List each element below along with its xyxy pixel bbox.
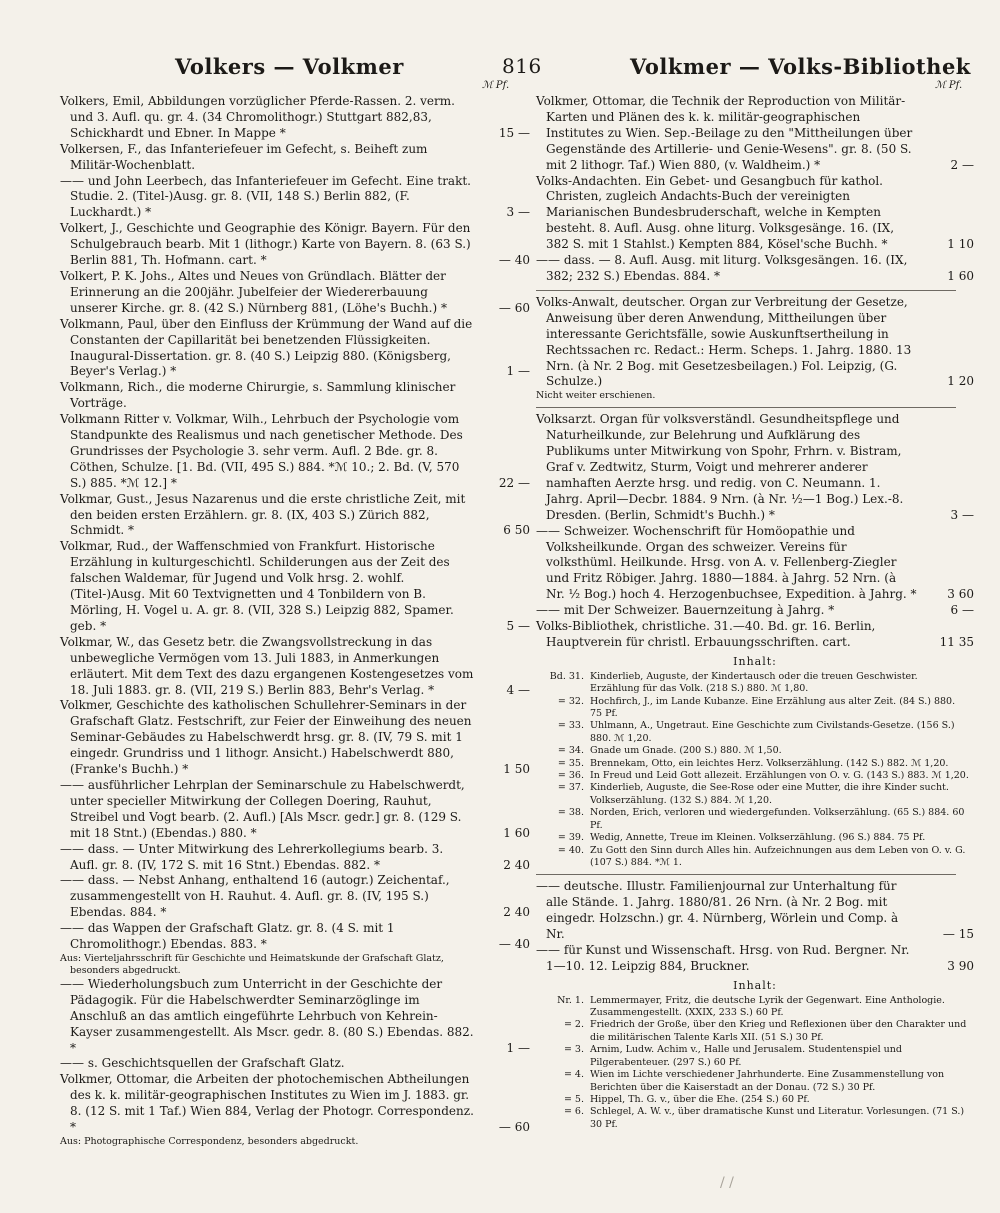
entry-price: 1 50 bbox=[503, 762, 530, 777]
entry-price: 5 — bbox=[506, 618, 530, 633]
volume-number: = 3. bbox=[563, 1044, 584, 1056]
divider bbox=[536, 290, 956, 291]
entry-price: 3 — bbox=[950, 507, 974, 522]
entry-text: Volkers, Emil, Abbildungen vorzüglicher Pferde-Rassen. 2. verm. und 3. Aufl. qu. gr. 4. (34 Chromolithogr.) Stuttgart 882,83, Schickhardt und Ebner. In Mappe * bbox=[60, 94, 455, 140]
divider bbox=[536, 407, 956, 408]
entry-text: Volkmer, Ottomar, die Technik der Reproduction von Militär-Karten und Plänen des k. k. militär-geographischen Institutes zu Wien. Sep.-Beilage zu den "Mittheilungen über Gegenstände des Artillerie- und Genie-Wesens". gr. 8. (50 S. mit 2 lithogr. Taf.) Wien 880, (v. Waldheim.) * bbox=[536, 94, 913, 172]
bibliography-entry bbox=[536, 619, 974, 651]
entry-text: Volkmann, Paul, über den Einfluss der Krümmung der Wand auf die Constanten der Capillarität bei benetzenden Flüssigkeiten. Inaugural-Dissertation. gr. 8. (40 S.) Leipzig 880. (Königsberg, Beyer's Verlag.) * bbox=[60, 316, 473, 379]
entry-text: Volkert, P. K. Johs., Altes und Neues von Gründlach. Blätter der Erinnerung an die 200jähr. Jubelfeier der Wiedererbauung unserer Kirche. gr. 8. (42 S.) Nürnberg 881, (Löhe's Buchh.) * bbox=[60, 268, 447, 315]
bibliography-entry bbox=[60, 412, 530, 492]
running-head-left: Volkers — Volkmer bbox=[175, 54, 404, 79]
contents-row bbox=[536, 1094, 974, 1106]
bibliography-entry bbox=[536, 412, 974, 523]
bibliography-entry bbox=[536, 174, 974, 254]
contents-list bbox=[536, 978, 974, 1131]
volume-number: Bd. 31. bbox=[549, 670, 584, 682]
entry-text: Volkmer, Geschichte des katholischen Schullehrer-Seminars in der Grafschaft Glatz. Festschrift, zur Feier der Einweihung des neuen Seminar-Gebäudes zu Habelschwerdt hrsg. gr. 8. (IV, 79 S. mit 1 eingedr. Grundriss und 1 lithogr. Ansicht.) Habelschwerdt 880, (Franke's Buchh.) * bbox=[60, 698, 472, 777]
bibliography-entry bbox=[536, 253, 974, 285]
entry-text: —— und John Leerbech, das Infanteriefeuer im Gefecht. Eine trakt. Studie. 2. (Titel-)Ausg. gr. 8. (VII, 148 S.) Berlin 882, (F. Luckhardt.) * bbox=[60, 173, 471, 220]
entry-price: — 60 bbox=[498, 1120, 530, 1135]
entry-text: Volkmann Ritter v. Volkmar, Wilh., Lehrbuch der Psychologie vom Standpunkte des Realismus und nach genetischer Methode. Des Grundrisses der Psychologie 3. sehr verm. Aufl. 2 Bde. gr. 8. Cöthen, Schulze. [1. Bd. (VII, 495 S.) 884. *ℳ 10.; 2. Bd. (V, 570 S.) 885. *ℳ 12.] * bbox=[60, 412, 463, 490]
entry-price: 15 — bbox=[498, 125, 530, 140]
bibliography-entry bbox=[60, 380, 530, 412]
entry-price: 1 60 bbox=[947, 268, 974, 283]
entry-text: —— ausführlicher Lehrplan der Seminarschule zu Habelschwerdt, unter specieller Mitwirkung der Collegen Doering, Rauhut, Streibel und Vogt bearb. (2. Aufl.) [Als Mscr. gedr.] gr. 8. (129 S. mit 18 Stnt.) (Ebendas.) 880. * bbox=[60, 777, 465, 840]
bibliography-entry bbox=[60, 94, 530, 142]
entry-price: 3 — bbox=[506, 205, 530, 220]
contents-row bbox=[536, 758, 974, 770]
bibliography-entry bbox=[60, 842, 530, 874]
entry-text: —— für Kunst und Wissenschaft. Hrsg. von Rud. Bergner. Nr. 1—10. 12. Leipzig 884, Bruckner. bbox=[536, 942, 910, 973]
bibliography-entry bbox=[60, 1056, 530, 1072]
volume-title: Lemmermayer, Fritz, die deutsche Lyrik der Gegenwart. Eine Anthologie. Zusammengestellt. (XXIX, 233 S.) 60 Pf. bbox=[590, 994, 945, 1019]
volume-number: = 40. bbox=[557, 844, 584, 856]
entry-price: 2 40 bbox=[503, 905, 530, 920]
volume-number: = 38. bbox=[557, 807, 584, 819]
entry-text: Aus: Photographische Correspondenz, besonders abgedruckt. bbox=[60, 1136, 359, 1147]
contents-row bbox=[536, 995, 974, 1020]
volume-title: Friedrich der Große, über den Krieg und Reflexionen über den Charakter und die militärischen Talente Karls XII. (51 S.) 30 Pf. bbox=[590, 1019, 967, 1043]
volume-number: = 4. bbox=[563, 1069, 584, 1081]
entry-text: Volks-Bibliothek, christliche. 31.—40. Bd. gr. 16. Berlin, Hauptverein für christl. Erbauungsschriften. cart. bbox=[536, 619, 876, 649]
running-head-right: Volkmer — Volks-Bibliothek bbox=[630, 54, 971, 79]
entry-text: —— deutsche. Illustr. Familienjournal zur Unterhaltung für alle Stände. 1. Jahrg. 1880/81. 26 Nrn. (à Nr. 2 Bog. mit eingedr. Holzschn.) gr. 4. Nürnberg, Wörlein und Comp. à Nr. bbox=[536, 879, 899, 942]
contents-row bbox=[536, 782, 974, 807]
bibliography-entry bbox=[60, 698, 530, 778]
page-number: 816 bbox=[502, 54, 542, 78]
volume-title: Kinderlieb, Auguste, die See-Rose oder eine Mutter, die ihre Kinder sucht. Volkserzählung. (132 S.) 884. ℳ 1,20. bbox=[590, 782, 949, 806]
contents-row bbox=[536, 770, 974, 782]
contents-row bbox=[536, 1019, 974, 1044]
currency-head-right: ℳ Pf. bbox=[935, 80, 963, 91]
entry-price: 6 — bbox=[950, 603, 974, 618]
volume-title: Kinderlieb, Auguste, der Kindertausch oder die treuen Geschwister. Erzählung für das Volk. (218 S.) 880. ℳ 1,80. bbox=[590, 670, 918, 695]
entry-price: 1 20 bbox=[947, 374, 974, 389]
right-column bbox=[536, 94, 974, 1131]
bibliography-entry bbox=[536, 94, 974, 174]
entry-price: 1 — bbox=[506, 364, 530, 379]
entry-price: 11 35 bbox=[939, 635, 974, 649]
entry-text: —— Wiederholungsbuch zum Unterricht in der Geschichte der Pädagogik. Für die Habelschwerdter Seminarzöglinge im Anschluß an das amtlich eingeführte Lehrbuch von Kehrein-Kayser zusammengestellt. Als Mscr. gedr. 8. (80 S.) Ebendas. 882. * bbox=[60, 976, 474, 1055]
entry-text: Aus: Vierteljahrsschrift für Geschichte und Heimatskunde der Grafschaft Glatz, besonders abgedruckt. bbox=[60, 952, 444, 976]
source-note bbox=[60, 953, 530, 977]
contents-row bbox=[536, 845, 974, 870]
bibliography-entry bbox=[536, 603, 974, 619]
entry-text: —— dass. — Nebst Anhang, enthaltend 16 (autogr.) Zeichentaf., zusammengestellt von H. Rauhut. 4. Aufl. gr. 8. (IV, 195 S.) Ebendas. 884. * bbox=[60, 873, 450, 920]
volume-number: Nr. 1. bbox=[557, 994, 584, 1006]
volume-title: Wien im Lichte verschiedener Jahrhunderte. Eine Zusammenstellung von Berichten über die Kaiserstadt an der Donau. (72 S.) 30 Pf. bbox=[590, 1069, 945, 1093]
entry-text: Nicht weiter erschienen. bbox=[536, 390, 656, 402]
entry-price: — 40 bbox=[498, 253, 530, 268]
currency-head-left: ℳ Pf. bbox=[482, 80, 510, 91]
entry-text: Volkmar, Rud., der Waffenschmied von Frankfurt. Historische Erzählung in kulturgeschichtl. Schilderungen aus der Zeit des falschen Waldemar, für Jugend und Volk hrsg. 2. wohlf. (Titel-)Ausg. Mit 60 Textvignetten und 4 Tonbildern von B. Mörling, H. Vogel u. A. gr. 8. (VII, 328 S.) Leipzig 882, Spamer. geb. * bbox=[60, 539, 454, 633]
entry-text: —— dass. — Unter Mitwirkung des Lehrerkollegiums bearb. 3. Aufl. gr. 8. (IV, 172 S. mit 16 Stnt.) Ebendas. 882. * bbox=[60, 841, 444, 872]
entry-text: Volks-Anwalt, deutscher. Organ zur Verbreitung der Gesetze, Anweisung über deren Anwendung, Mittheilungen über interessante Gerichtsfälle, sowie Auskunftsertheilung in Rechtssachen rc. Redact.: Herm. Scheps. 1. Jahrg. 1880. 13 Nrn. (à Nr. 2 Bog. mit Gesetzesbeilagen.) Fol. Leipzig, (G. Schulze.) bbox=[536, 294, 912, 389]
bibliography-entry bbox=[536, 943, 974, 975]
volume-number: = 32. bbox=[557, 695, 584, 707]
volume-title: Hippel, Th. G. v., über die Ehe. (254 S.) 60 Pf. bbox=[590, 1093, 810, 1105]
bibliography-entry bbox=[60, 1072, 530, 1136]
volume-number: = 6. bbox=[563, 1106, 584, 1118]
entry-text: Volkmann, Rich., die moderne Chirurgie, s. Sammlung klinischer Vorträge. bbox=[60, 380, 456, 411]
entry-price: — 15 bbox=[942, 927, 974, 942]
bibliography-entry bbox=[60, 635, 530, 699]
entry-text: —— mit Der Schweizer. Bauernzeitung à Jahrg. * bbox=[536, 603, 835, 618]
entry-price: 3 60 bbox=[947, 587, 974, 602]
volume-number: = 33. bbox=[557, 720, 584, 732]
entry-price: 1 10 bbox=[947, 237, 974, 252]
entry-price: 2 — bbox=[950, 157, 974, 172]
contents-row bbox=[536, 832, 974, 844]
entry-price: — 40 bbox=[498, 937, 530, 952]
entry-text: Volkmer, Ottomar, die Arbeiten der photochemischen Abtheilungen des k. k. militär-geographischen Institutes zu Wien im J. 1883. gr. 8. (12 S. mit 1 Taf.) Wien 884, Verlag der Photogr. Correspondenz. * bbox=[60, 1072, 474, 1135]
entry-text: —— dass. — 8. Aufl. Ausg. mit liturg. Volksgesängen. 16. (IX, 382; 232 S.) Ebendas. 884. * bbox=[536, 253, 908, 283]
bibliography-entry bbox=[60, 174, 530, 222]
contents-row bbox=[536, 807, 974, 832]
bibliography-entry bbox=[60, 539, 530, 634]
volume-number: = 37. bbox=[557, 782, 584, 794]
volume-title: Uhlmann, A., Ungetraut. Eine Geschichte zum Civilstands-Gesetze. (156 S.) 880. ℳ 1,20. bbox=[590, 720, 955, 744]
contents-list bbox=[536, 654, 974, 869]
contents-row bbox=[536, 1106, 974, 1131]
left-column bbox=[60, 94, 530, 1148]
entry-text: Volkert, J., Geschichte und Geographie des Königr. Bayern. Für den Schulgebrauch bearb. Mit 1 (lithogr.) Karte von Bayern. 8. (63 S.) Berlin 881, Th. Hofmann. cart. * bbox=[60, 221, 471, 268]
contents-row bbox=[536, 1044, 974, 1069]
bibliography-entry bbox=[60, 221, 530, 269]
contents-heading: Inhalt: bbox=[733, 654, 777, 668]
divider bbox=[536, 874, 956, 875]
entry-text: Volks-Andachten. Ein Gebet- und Gesangbuch für kathol. Christen, zugleich Andachts-Buch der vereinigten Marianischen Bundesbruderschaft, welche in Kempten besteht. 8. Aufl. Ausg. ohne liturg. Volksgesänge. 16. (IX, 382 S. mit 1 Stahlst.) Kempten 884, Kösel'sche Buchh. * bbox=[536, 173, 895, 252]
volume-title: Norden, Erich, verloren und wiedergefunden. Volkserzählung. (65 S.) 884. 60 Pf. bbox=[590, 807, 965, 831]
bibliography-entry bbox=[60, 142, 530, 174]
bibliography-entry bbox=[60, 317, 530, 381]
bibliography-entry bbox=[60, 921, 530, 953]
volume-number: = 5. bbox=[563, 1093, 584, 1105]
entry-text: Volkmar, W., das Gesetz betr. die Zwangsvollstreckung in das unbewegliche Vermögen vom 13. Juli 1883, in Anmerkungen erläutert. Mit dem Text des dazu ergangenen Kostengesetzes vom 18. Juli 1883. gr. 8. (VII, 219 S.) Berlin 883, Behr's Verlag. * bbox=[60, 634, 474, 697]
entry-price: 22 — bbox=[498, 475, 530, 490]
bibliography-entry bbox=[60, 977, 530, 1057]
entry-price: 1 — bbox=[506, 1040, 530, 1055]
bibliography-entry bbox=[536, 295, 974, 390]
bibliography-entry bbox=[536, 524, 974, 604]
entry-text: —— s. Geschichtsquellen der Grafschaft Glatz. bbox=[60, 1056, 345, 1071]
entry-price: — 60 bbox=[498, 300, 530, 315]
bibliography-entry bbox=[536, 879, 974, 943]
source-note bbox=[60, 1136, 530, 1148]
entry-text: —— das Wappen der Grafschaft Glatz. gr. 8. (4 S. mit 1 Chromolithogr.) Ebendas. 883. * bbox=[60, 921, 395, 952]
bibliography-entry bbox=[60, 778, 530, 842]
volume-number: = 39. bbox=[557, 832, 584, 844]
volume-title: Arnim, Ludw. Achim v., Halle und Jerusalem. Studentenspiel und Pilgerabenteuer. (297 S.) 60 Pf. bbox=[590, 1044, 902, 1068]
volume-number: = 35. bbox=[557, 757, 584, 769]
volume-number: = 34. bbox=[557, 745, 584, 757]
contents-row bbox=[536, 745, 974, 757]
entry-price: 3 90 bbox=[947, 958, 974, 973]
contents-row bbox=[536, 671, 974, 696]
volume-title: Hochfirch, J., im Lande Kubanze. Eine Erzählung aus alter Zeit. (84 S.) 880. 75 Pf. bbox=[590, 695, 956, 720]
entry-text: Volkmar, Gust., Jesus Nazarenus und die erste christliche Zeit, mit den beiden ersten Erzählern. gr. 8. (IX, 403 S.) Zürich 882, Schmidt. * bbox=[60, 491, 466, 538]
bibliography-entry bbox=[60, 873, 530, 921]
entry-price: 4 — bbox=[506, 682, 530, 697]
entry-price: 1 60 bbox=[503, 825, 530, 840]
bibliography-entry bbox=[60, 492, 530, 540]
contents-heading: Inhalt: bbox=[733, 978, 777, 992]
volume-title: Brennekam, Otto, ein leichtes Herz. Volkserzählung. (142 S.) 882. ℳ 1,20. bbox=[590, 757, 949, 769]
volume-title: Gnade um Gnade. (200 S.) 880. ℳ 1,50. bbox=[590, 745, 782, 757]
volume-title: In Freud und Leid Gott allezeit. Erzählungen von O. v. G. (143 S.) 883. ℳ 1,20. bbox=[590, 770, 969, 782]
volume-number: = 36. bbox=[557, 770, 584, 782]
source-note bbox=[536, 390, 974, 402]
bottom-marks: / / bbox=[720, 1175, 734, 1191]
entry-text: Volksarzt. Organ für volksverständl. Gesundheitspflege und Naturheilkunde, zur Belehrung und Aufklärung des Publikums unter Mitwirkung von Spohr, Frhrn. v. Bistram, Graf v. Zedtwitz, Sturm, Voigt und mehrerer anderer namhaften Aerzte hrsg. und redig. von C. Neumann. 1. Jahrg. April—Decbr. 1884. 9 Nrn. (à Nr. ½—1 Bog.) Lex.-8. Dresden. (Berlin, Schmidt's Buchh.) * bbox=[536, 412, 904, 522]
bibliography-entry bbox=[60, 269, 530, 317]
volume-title: Schlegel, A. W. v., über dramatische Kunst und Literatur. Vorlesungen. (71 S.) 30 Pf. bbox=[590, 1106, 965, 1130]
entry-text: Volkersen, F., das Infanteriefeuer im Gefecht, s. Beiheft zum Militär-Wochenblatt. bbox=[60, 141, 428, 172]
volume-number: = 2. bbox=[563, 1019, 584, 1031]
entry-price: 2 40 bbox=[503, 857, 530, 872]
entry-text: —— Schweizer. Wochenschrift für Homöopathie und Volksheilkunde. Organ des schweizer. Vereins für volksthüml. Heilkunde. Hrsg. von A. v. Fellenberg-Ziegler und Fritz Röbiger. Jahrg. 1880—1884. à Jahrg. 52 Nrn. (à Nr. ½ Bog.) hoch 4. Herzogenbuchsee, Expedition. à Jahrg. * bbox=[536, 523, 917, 602]
volume-title: Zu Gott den Sinn durch Alles hin. Aufzeichnungen aus dem Leben von O. v. G. (107 S.) 884. *ℳ 1. bbox=[590, 844, 966, 868]
entry-price: 6 50 bbox=[503, 523, 530, 538]
contents-row bbox=[536, 696, 974, 721]
contents-row bbox=[536, 720, 974, 745]
contents-row bbox=[536, 1069, 974, 1094]
volume-title: Wedig, Annette, Treue im Kleinen. Volkserzählung. (96 S.) 884. 75 Pf. bbox=[590, 832, 926, 844]
